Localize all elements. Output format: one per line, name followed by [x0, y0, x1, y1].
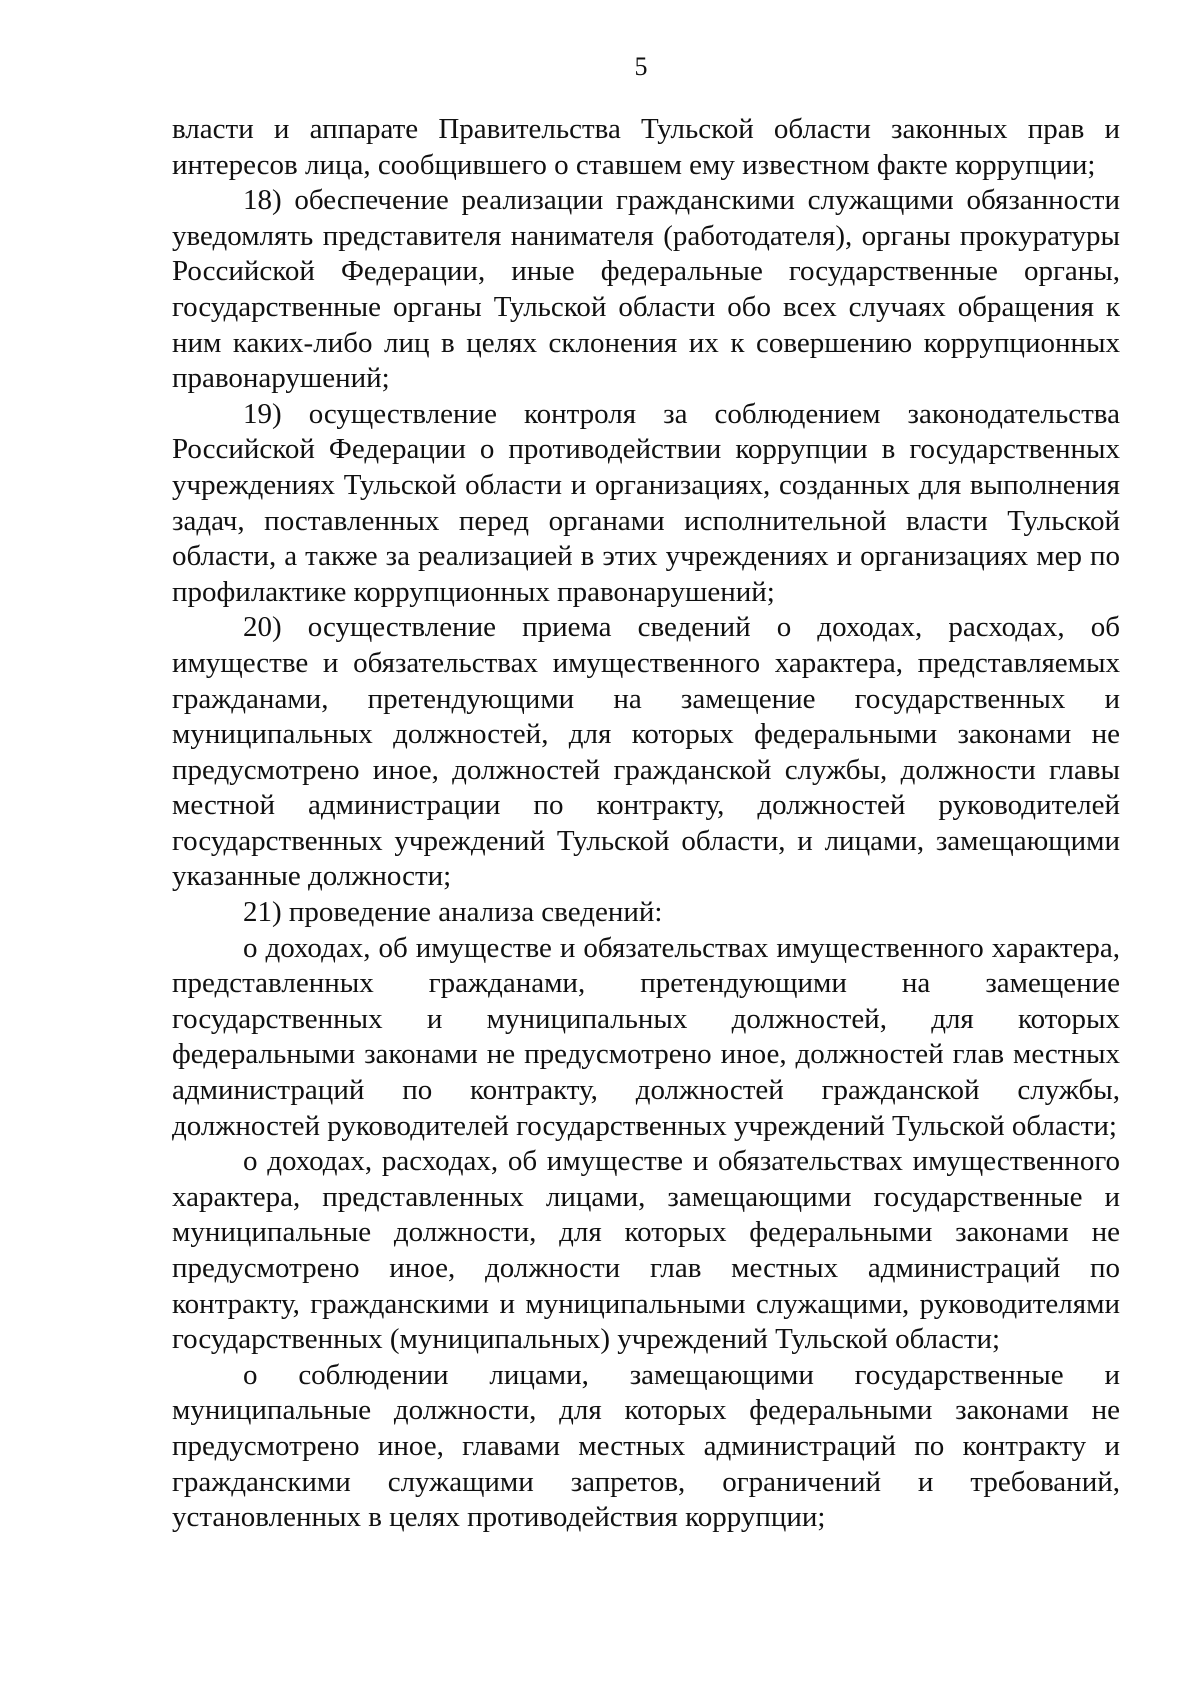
- paragraph-item-21: 21) проведение анализа сведений:: [243, 896, 663, 929]
- page-number: 5: [634, 52, 648, 81]
- paragraph-subitem-income-candidates: о доходах, об имуществе и обязательствах имущественного характера, представленных гражданами, претендующими на замещение государственных и муниципальных должностей, для которых федеральными законами не предусмотрено иное, должностей глав местных администраций по контракту, должностей гражданской службы, должностей руководителей государственных учреждений Тульской области;: [172, 931, 1120, 1142]
- document-body: [172, 112, 1120, 1536]
- paragraph-item-20: 20) осуществление приема сведений о доходах, расходах, об имуществе и обязательствах имущественного характера, представляемых гражданами, претендующими на замещение государственных и муниципальных должностей, для которых федеральными законами не предусмотрено иное, должностей гражданской службы, должности главы местной администрации по контракту, должностей руководителей государственных учреждений Тульской области, и лицами, замещающими указанные должности;: [172, 611, 1120, 893]
- paragraph-item-18: 18) обеспечение реализации гражданскими служащими обязанности уведомлять представителя нанимателя (работодателя), органы прокуратуры Российской Федерации, иные федеральные государственные органы, государственные органы Тульской области обо всех случаях обращения к ним каких-либо лиц в целях склонения их к совершению коррупционных правонарушений;: [172, 184, 1120, 395]
- paragraph-item-19: 19) осуществление контроля за соблюдением законодательства Российской Федерации о противодействии коррупции в государственных учреждениях Тульской области и организациях, созданных для выполнения задач, поставленных перед органами исполнительной власти Тульской области, а также за реализацией в этих учреждениях и организациях мер по профилактике коррупционных правонарушений;: [172, 397, 1120, 608]
- paragraph-subitem-income-officials: о доходах, расходах, об имуществе и обязательствах имущественного характера, представленных лицами, замещающими государственные и муниципальные должности, для которых федеральными законами не предусмотрено иное, должности глав местных администраций по контракту, гражданскими и муниципальными служащими, руководителями государственных (муниципальных) учреждений Тульской области;: [172, 1145, 1120, 1356]
- paragraph-continuation: власти и аппарате Правительства Тульской области законных прав и интересов лица, сообщившего о ставшем ему известном факте коррупции;: [172, 113, 1120, 181]
- paragraph-subitem-compliance: о соблюдении лицами, замещающими государственные и муниципальные должности, для которых федеральными законами не предусмотрено иное, главами местных администраций по контракту и гражданскими служащими запретов, ограничений и требований, установленных в целях противодействия коррупции;: [172, 1358, 1120, 1534]
